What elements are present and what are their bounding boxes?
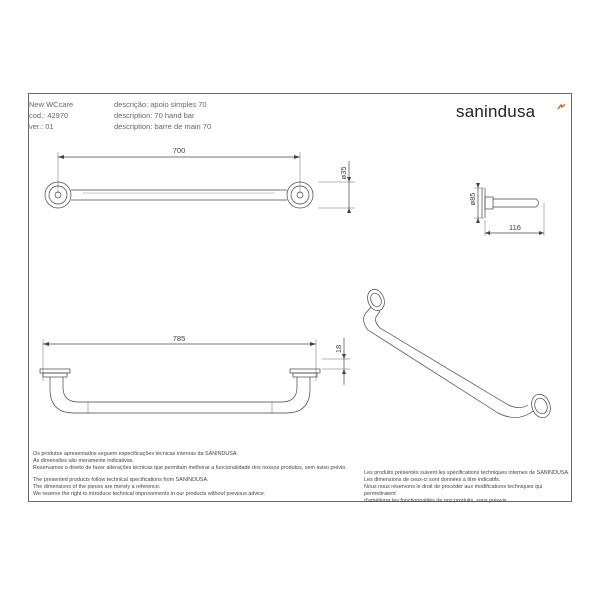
technical-drawings <box>28 93 572 502</box>
series-name: New WCcare <box>29 100 74 109</box>
dim-front-length: 785 <box>172 334 186 343</box>
dim-top-length: 700 <box>172 146 186 155</box>
note-pt-3: Reservamos o direito de fazer alterações técnicas que permitam melhorar a funcionalidade dos nossos produtos, sem aviso prévio. <box>33 465 347 471</box>
dim-side-depth: 116 <box>509 223 521 232</box>
description-en: description: 70 hand bar <box>114 111 195 120</box>
disclaimer-fr <box>364 470 574 505</box>
note-pt-1: Os produtos apresentados seguem especificações técnicas internas da SANINDUSA. <box>33 451 238 457</box>
note-en-2: The dimensions of the pieces are merely a reference. <box>33 484 161 490</box>
perspective-view <box>364 287 554 420</box>
dim-side-diameter: ø85 <box>468 192 477 206</box>
brand-logo-text: sanindusa <box>456 102 536 121</box>
dim-front-height: 18 <box>334 344 343 354</box>
product-version: ver.: 01 <box>29 122 54 131</box>
top-view <box>45 152 355 213</box>
note-pt-2: As dimensões são meramente indicativas. <box>33 458 134 464</box>
note-fr-4: d'améliorer les fonctionnalités de nos produits, sans préavis. <box>364 498 508 504</box>
dim-top-diameter: ø35 <box>339 166 348 180</box>
note-fr-2: Les dimensions de ceux-ci sont données à titre indicatifs. <box>364 477 501 483</box>
disclaimer-pt-en <box>33 451 363 498</box>
front-view <box>40 338 350 413</box>
note-en-1: The presented products follow technical specifications from SANINDUSA. <box>33 477 209 483</box>
note-fr-1: Les produits présentés suivent les spécifications techniques internes de SANINDUSA. <box>364 470 570 476</box>
note-fr-3: Nous nous réservons le droit de procéder aux modifications techniques qui permettraient <box>364 484 543 497</box>
product-code: cod.: 42970 <box>29 111 69 120</box>
note-en-3: We reserve the right to introduce technical improvements in our products without previous advice. <box>33 491 266 497</box>
description-fr: description: barre de main 70 <box>114 122 212 131</box>
description-pt: descrição: apoio simples 70 <box>114 100 207 109</box>
